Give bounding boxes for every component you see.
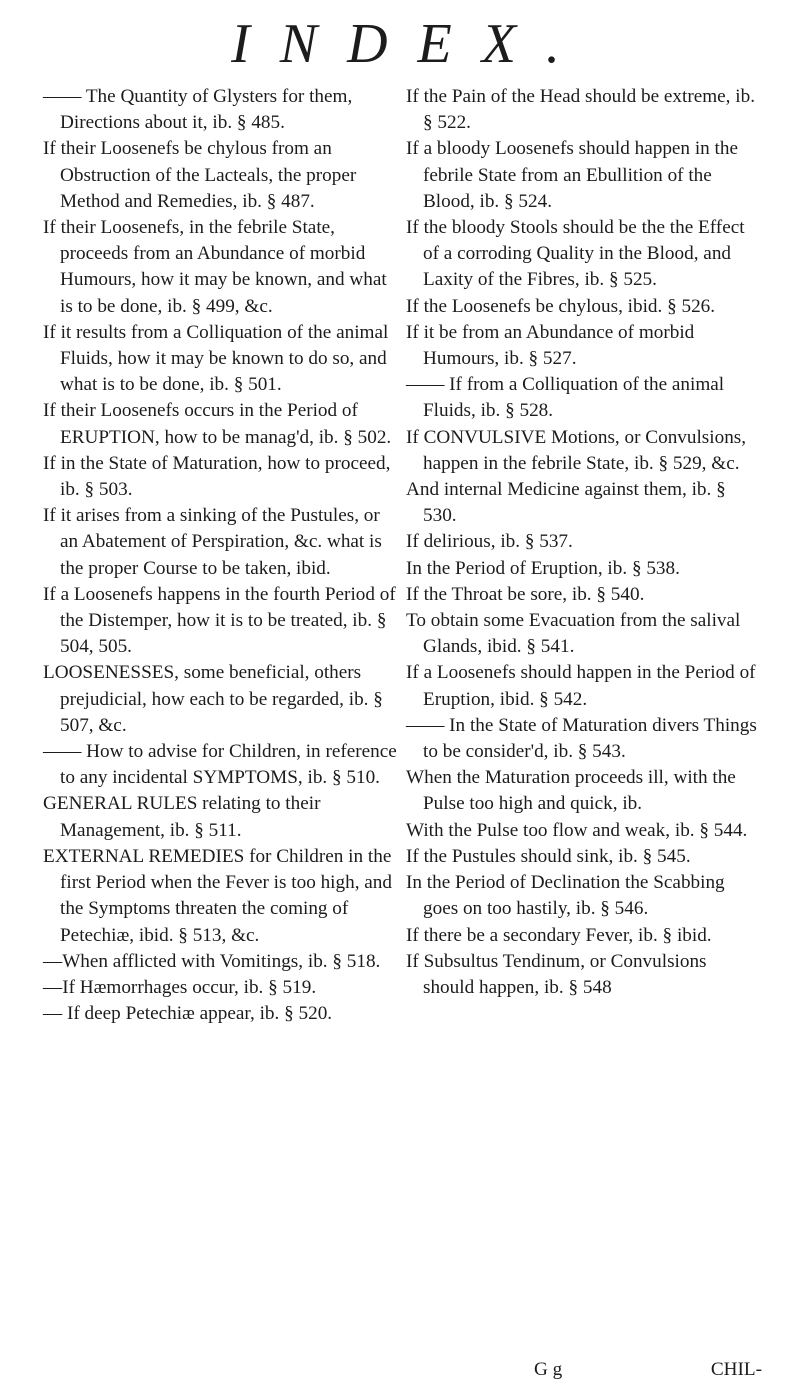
index-entry: If delirious, ib. § 537. bbox=[406, 531, 573, 553]
index-entry: With the Pulse too flow and weak, ib. § 544. bbox=[406, 819, 748, 841]
index-entry: If in the State of Maturation, how to proceed, ib. § 503. bbox=[43, 452, 391, 501]
index-entry: If the Pustules should sink, ib. § 545. bbox=[406, 845, 691, 867]
index-entry: LOOSENESSES, some beneficial, others prejudicial, how each to be regarded, ib. § 507, &c. bbox=[43, 662, 383, 736]
index-entry: If their Loosenefs, in the febrile State, proceeds from an Abundance of morbid Humours, how it may be known, and what is to be done, ib. § 499, &c. bbox=[43, 217, 387, 317]
right-column bbox=[406, 84, 762, 1001]
index-entry: If the Loosenefs be chylous, ibid. § 526. bbox=[406, 295, 716, 317]
index-entry: —— The Quantity of Glysters for them, Directions about it, ib. § 485. bbox=[43, 86, 353, 134]
index-entry: GENERAL RULES relating to their Management, ib. § 511. bbox=[43, 793, 321, 841]
index-entry: —— In the State of Maturation divers Things to be consider'd, ib. § 543. bbox=[406, 714, 757, 763]
page-header: INDEX. bbox=[231, 13, 590, 75]
index-entry: If their Loosenefs occurs in the Period of ERUPTION, how to be manag'd, ib. § 502. bbox=[43, 400, 392, 448]
index-entry: —— How to advise for Children, in reference to any incidental SYMPTOMS, ib. § 510. bbox=[43, 741, 397, 789]
index-entry: EXTERNAL REMEDIES for Children in the first Period when the Fever is too high, and the Symptoms threaten the coming of Petechiæ, ibid. § 513, &c. bbox=[43, 845, 392, 946]
index-entry: If a Loosenefs happens in the fourth Period of the Distemper, how it is to be treated, ib. § 504, 505. bbox=[43, 583, 396, 658]
left-column bbox=[43, 84, 399, 1027]
index-entry: If there be a secondary Fever, ib. § ibid. bbox=[406, 924, 712, 946]
index-entry: To obtain some Evacuation from the salival Glands, ibid. § 541. bbox=[406, 610, 741, 658]
index-entry: In the Period of Declination the Scabbing goes on too hastily, ib. § 546. bbox=[406, 872, 725, 920]
index-entry: —If Hæmorrhages occur, ib. § 519. bbox=[43, 976, 317, 998]
index-entry: If a Loosenefs should happen in the Period of Eruption, ibid. § 542. bbox=[406, 662, 756, 710]
index-entry: —When afflicted with Vomitings, ib. § 518. bbox=[43, 950, 381, 972]
page-footer bbox=[406, 1357, 762, 1383]
index-entry: If the Pain of the Head should be extreme, ib. § 522. bbox=[406, 86, 756, 134]
index-entry: If it results from a Colliquation of the animal Fluids, how it may be known to do so, and what is to be done, ib. § 501. bbox=[43, 321, 389, 396]
index-entry: And internal Medicine against them, ib. § 530. bbox=[406, 479, 726, 527]
index-entry: If Subsultus Tendinum, or Convulsions should happen, ib. § 548 bbox=[406, 950, 707, 998]
index-entry: If it arises from a sinking of the Pustules, or an Abatement of Perspiration, &c. what is the proper Course to be taken, ibid. bbox=[43, 505, 382, 579]
index-entry: If the Throat be sore, ib. § 540. bbox=[406, 583, 645, 605]
catchword: CHIL- bbox=[710, 1359, 762, 1380]
index-entry: If it be from an Abundance of morbid Humours, ib. § 527. bbox=[406, 321, 695, 370]
index-entry: —— If from a Colliquation of the animal Fluids, ib. § 528. bbox=[406, 374, 725, 422]
index-entry: When the Maturation proceeds ill, with the Pulse too high and quick, ib. bbox=[406, 767, 736, 815]
index-entry: If a bloody Loosenefs should happen in the febrile State from an Ebullition of the Blood, ib. § 524. bbox=[406, 138, 738, 212]
index-entry: If CONVULSIVE Motions, or Convulsions, happen in the febrile State, ib. § 529, &c. bbox=[406, 426, 747, 474]
signature-mark: G g bbox=[534, 1359, 563, 1380]
index-entry: — If deep Petechiæ appear, ib. § 520. bbox=[43, 1003, 333, 1025]
index-entry: If the bloody Stools should be the the Effect of a corroding Quality in the Blood, and Laxity of the Fibres, ib. § 525. bbox=[406, 217, 745, 291]
index-entry: In the Period of Eruption, ib. § 538. bbox=[406, 557, 680, 579]
index-entry: If their Loosenefs be chylous from an Obstruction of the Lacteals, the proper Method and Remedies, ib. § 487. bbox=[43, 138, 357, 212]
